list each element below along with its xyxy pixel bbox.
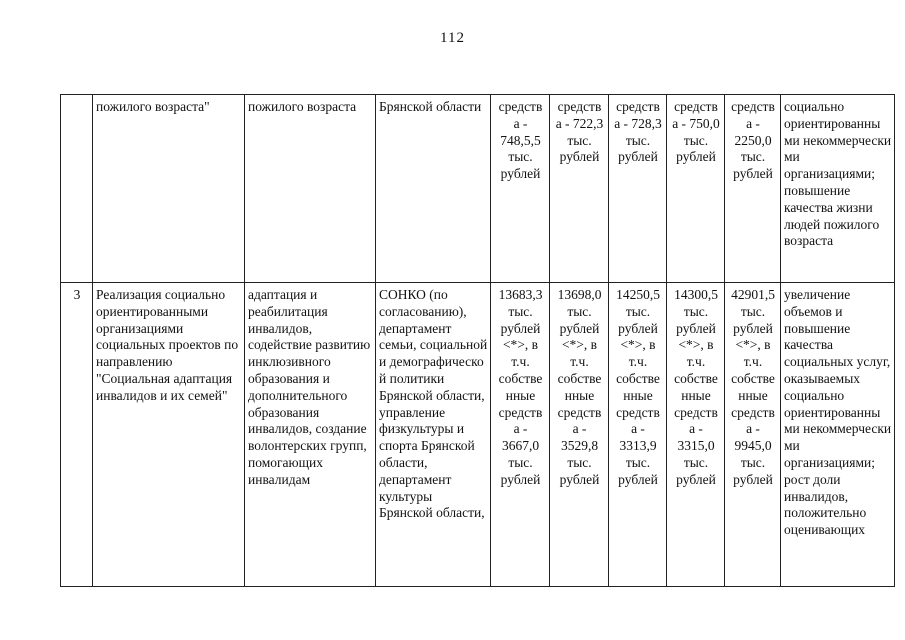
funding-cell-4: 14300,5 тыс. рублей <*>, в т.ч. собстве нные средств а - 3315,0 тыс. рублей [667,283,725,587]
funding-cell-total: 42901,5 тыс. рублей <*>, в т.ч. собстве нные средств а - 9945,0 тыс. рублей [725,283,781,587]
expected-result-cell: увеличение объемов и повышение качества социальных услуг, оказываемых социально ориентированны ми некоммерчески ми организациями; рост доли инвалидов, положительно оценивающих [781,283,895,587]
funding-cell-4: средств а - 750,0 тыс. рублей [667,95,725,283]
funding-cell-total: средств а - 2250,0 тыс. рублей [725,95,781,283]
table-row [61,283,895,587]
funding-cell-3: 14250,5 тыс. рублей <*>, в т.ч. собстве нные средств а - 3313,9 тыс. рублей [609,283,667,587]
measure-name-cell: пожилого возраста" [93,95,245,283]
funding-cell-1: 13683,3 тыс. рублей <*>, в т.ч. собстве нные средств а - 3667,0 тыс. рублей [491,283,550,587]
funding-cell-2: средств а - 722,3 тыс. рублей [550,95,609,283]
funding-cell-2: 13698,0 тыс. рублей <*>, в т.ч. собстве нные средств а - 3529,8 тыс. рублей [550,283,609,587]
funding-cell-1: средств а - 748,5,5 тыс. рублей [491,95,550,283]
executors-cell: Брянской области [376,95,491,283]
row-number-cell [61,95,93,283]
program-table [60,94,895,587]
row-number-cell: 3 [61,283,93,587]
page-number: 112 [440,30,465,46]
table-row [61,95,895,283]
measure-direction-cell: пожилого возраста [245,95,376,283]
measure-direction-cell: адаптация и реабилитация инвалидов, содействие развитию инклюзивного образования и дополнительного образования инвалидов, создание волонтерских групп, помогающих инвалидам [245,283,376,587]
measure-name-cell: Реализация социально ориентированными организациями социальных проектов по направлению "Социальная адаптация инвалидов и их семей" [93,283,245,587]
executors-cell: СОНКО (по согласованию), департамент семьи, социальной и демографическо й политики Брянской области, управление физкультуры и спорта Брянской области, департамент культуры Брянской области, [376,283,491,587]
funding-cell-3: средств а - 728,3 тыс. рублей [609,95,667,283]
expected-result-cell: социально ориентированны ми некоммерчески ми организациями; повышение качества жизни людей пожилого возраста [781,95,895,283]
